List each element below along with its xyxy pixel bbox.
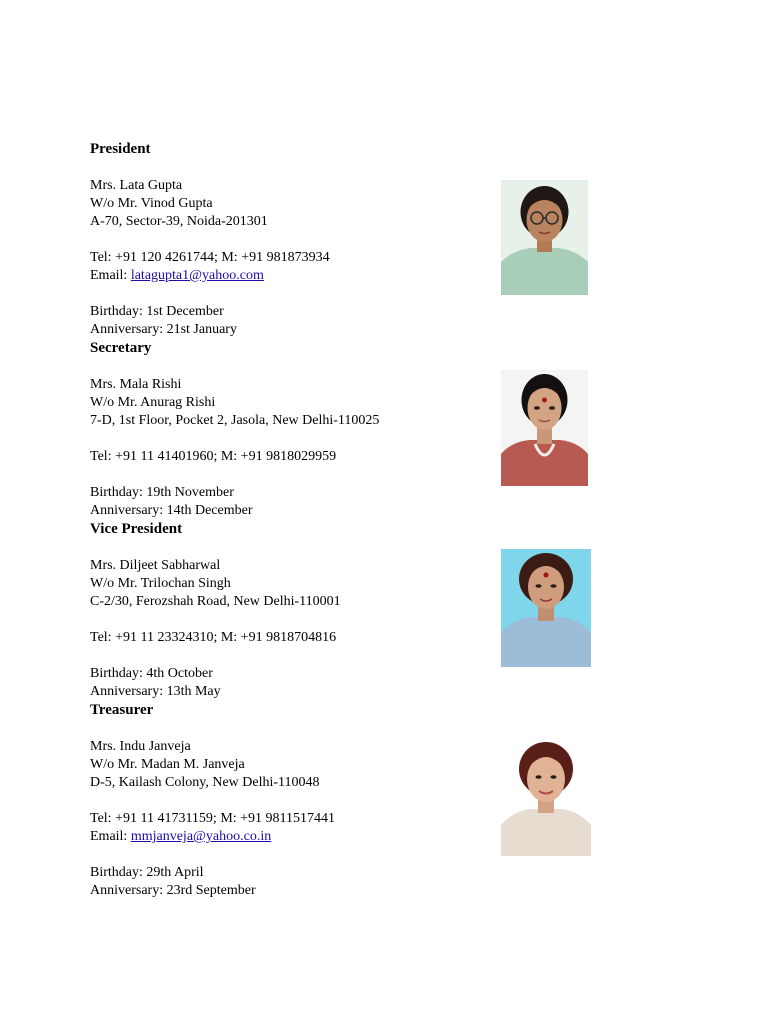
member-anniversary: Anniversary: 23rd September bbox=[90, 883, 256, 898]
member-phone: Tel: +91 11 41731159; M: +91 9811517441 bbox=[90, 811, 336, 826]
member-photo-vice-president bbox=[501, 549, 591, 667]
member-anniversary: Anniversary: 13th May bbox=[90, 684, 221, 699]
member-anniversary: Anniversary: 14th December bbox=[90, 503, 253, 518]
member-spouse: W/o Mr. Anurag Rishi bbox=[90, 395, 216, 410]
member-photo-secretary bbox=[501, 370, 588, 486]
member-address: D-5, Kailash Colony, New Delhi-110048 bbox=[90, 775, 320, 790]
member-birthday: Birthday: 19th November bbox=[90, 485, 234, 500]
member-birthday: Birthday: 29th April bbox=[90, 865, 204, 880]
role-heading: President bbox=[90, 141, 151, 157]
email-label: Email: bbox=[90, 829, 131, 844]
member-anniversary: Anniversary: 21st January bbox=[90, 322, 237, 337]
member-photo-president bbox=[501, 180, 588, 295]
member-spouse: W/o Mr. Madan M. Janveja bbox=[90, 757, 245, 772]
member-spouse: W/o Mr. Trilochan Singh bbox=[90, 576, 231, 591]
member-photo-treasurer bbox=[501, 739, 591, 856]
member-phone: Tel: +91 11 41401960; M: +91 9818029959 bbox=[90, 449, 337, 464]
member-name: Mrs. Diljeet Sabharwal bbox=[90, 558, 221, 573]
member-phone: Tel: +91 120 4261744; M: +91 981873934 bbox=[90, 250, 330, 265]
member-name: Mrs. Lata Gupta bbox=[90, 178, 183, 193]
member-birthday: Birthday: 4th October bbox=[90, 666, 213, 681]
role-heading: Vice President bbox=[90, 521, 183, 537]
member-name: Mrs. Indu Janveja bbox=[90, 739, 191, 754]
member-address: C-2/30, Ferozshah Road, New Delhi-110001 bbox=[90, 594, 341, 609]
email-link[interactable]: latagupta1@yahoo.com bbox=[130, 268, 264, 283]
member-address: 7-D, 1st Floor, Pocket 2, Jasola, New Delhi-110025 bbox=[90, 413, 380, 428]
role-heading: Secretary bbox=[90, 340, 152, 356]
email-label: Email: bbox=[90, 268, 131, 283]
member-phone: Tel: +91 11 23324310; M: +91 9818704816 bbox=[90, 630, 337, 645]
email-link[interactable]: mmjanveja@yahoo.co.in bbox=[130, 829, 272, 844]
member-name: Mrs. Mala Rishi bbox=[90, 377, 182, 392]
member-address: A-70, Sector-39, Noida-201301 bbox=[90, 214, 268, 229]
member-spouse: W/o Mr. Vinod Gupta bbox=[90, 196, 213, 211]
member-birthday: Birthday: 1st December bbox=[90, 304, 224, 319]
role-heading: Treasurer bbox=[90, 702, 154, 718]
